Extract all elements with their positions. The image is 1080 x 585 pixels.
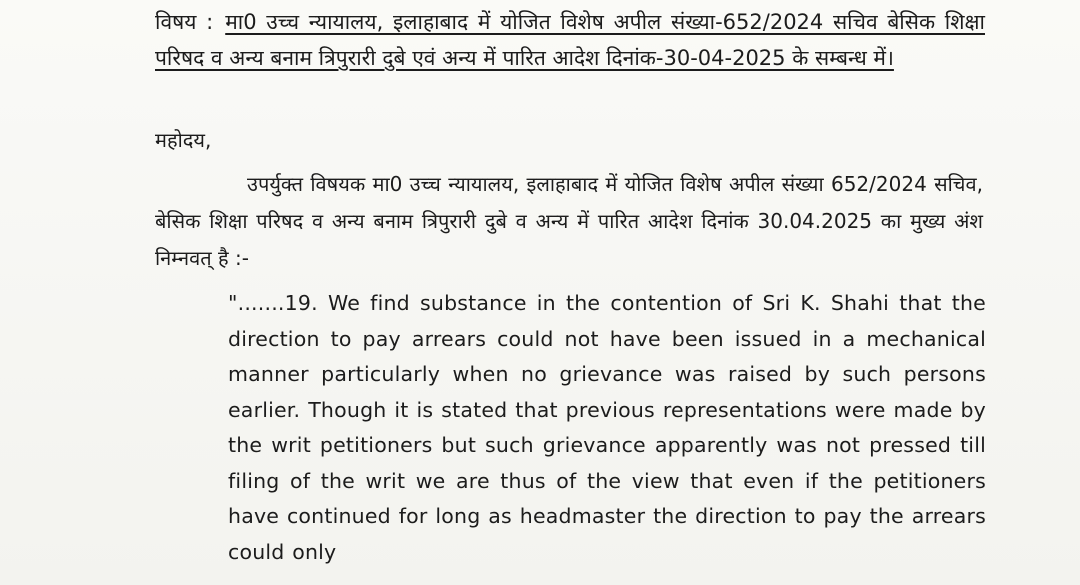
- salutation: महोदय,: [155, 128, 212, 152]
- subject-label: विषय :: [155, 10, 214, 34]
- subject-text: मा0 उच्च न्यायालय, इलाहाबाद में योजित विशेष अपील संख्या-652/2024 सचिव बेसिक शिक्षा परिषद व अन्य बनाम त्रिपुरारी दुबे एवं अन्य में पारित आदेश दिनांक-30-04-2025 के सम्बन्ध में।: [155, 10, 985, 70]
- body-paragraph: उपर्युक्त विषयक मा0 उच्च न्यायालय, इलाहाबाद में योजित विशेष अपील संख्या 652/2024 सचिव, बेसिक शिक्षा परिषद व अन्य बनाम त्रिपुरारी दुबे व अन्य में पारित आदेश दिनांक 30.04.2025 का मुख्य अंश निम्नवत् है :-: [155, 172, 983, 270]
- court-order-quote: ".......19. We find substance in the contention of Sri K. Shahi that the direction to pay arrears could not have been issued in a mechanical manner particularly when no grievance was raised by such persons earlier. Though it is stated that previous representations were made by the writ petitioners but such grievance apparently was not pressed till filing of the writ we are thus of the view that even if the petitioners have continued for long as headmaster the direction to pay the arrears could only: [228, 291, 986, 564]
